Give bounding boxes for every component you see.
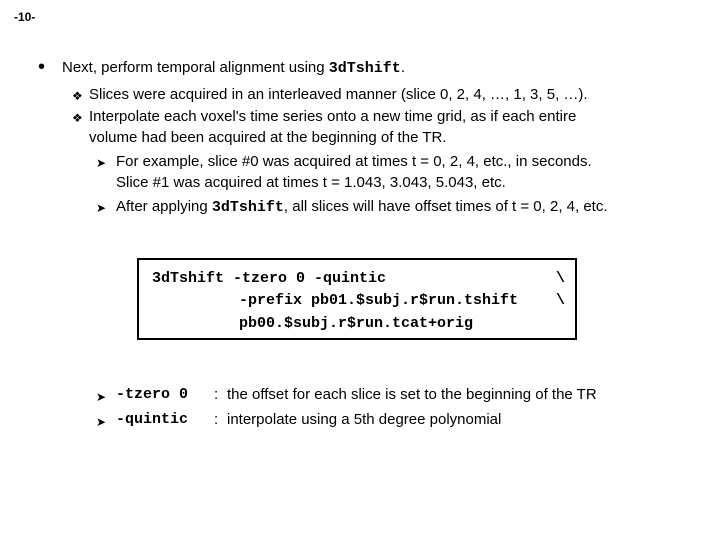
main-bullet-code: 3dTshift xyxy=(328,60,401,77)
arrow-bullet-icon: ➤ xyxy=(96,390,107,404)
option-flag-quintic: -quintic xyxy=(116,411,189,428)
diamond-bullet-icon: ❖ xyxy=(72,89,83,103)
main-bullet-text: Next, perform temporal alignment using xyxy=(62,59,329,76)
arrow-bullet-1-line2: Slice #1 was acquired at times t = 1.043, 3.043, 5.043, etc. xyxy=(116,174,506,191)
option-flag-tzero: -tzero 0 xyxy=(116,386,189,403)
option-desc-quintic: interpolate using a 5th degree polynomial xyxy=(227,411,502,428)
arrow-bullet-2-end: , all slices will have offset times of t = 0, 2, 4, etc. xyxy=(283,198,608,215)
line-continuation-1: \ xyxy=(556,270,566,287)
line-continuation-2: \ xyxy=(556,292,566,309)
sub-bullet-2-line1: Interpolate each voxel's time series onto a new time grid, as if each entire xyxy=(89,108,577,125)
page-number: -10- xyxy=(14,10,36,24)
arrow-bullet-icon: ➤ xyxy=(96,156,107,170)
option-separator: : xyxy=(214,386,219,403)
arrow-bullet-icon: ➤ xyxy=(96,201,107,215)
command-line-2: -prefix pb01.$subj.r$run.tshift xyxy=(239,292,519,309)
command-line-1: 3dTshift -tzero 0 -quintic xyxy=(152,270,387,287)
option-desc-tzero: the offset for each slice is set to the beginning of the TR xyxy=(227,386,597,403)
main-bullet xyxy=(62,57,405,80)
arrow-bullet-icon: ➤ xyxy=(96,415,107,429)
command-line-3: pb00.$subj.r$run.tcat+orig xyxy=(239,315,474,332)
arrow-bullet-2 xyxy=(116,196,608,219)
arrow-bullet-1-line1: For example, slice #0 was acquired at times t = 0, 2, 4, etc., in seconds. xyxy=(116,153,592,170)
diamond-bullet-icon: ❖ xyxy=(72,111,83,125)
arrow-bullet-2-text: After applying xyxy=(116,198,212,215)
option-separator: : xyxy=(214,411,219,428)
main-bullet-end: . xyxy=(400,59,405,76)
bullet-dot-icon: • xyxy=(38,56,46,78)
sub-bullet-1: Slices were acquired in an interleaved manner (slice 0, 2, 4, …, 1, 3, 5, …). xyxy=(89,86,588,103)
arrow-bullet-2-code: 3dTshift xyxy=(211,199,284,216)
sub-bullet-2-line2: volume had been acquired at the beginning of the TR. xyxy=(89,129,447,146)
